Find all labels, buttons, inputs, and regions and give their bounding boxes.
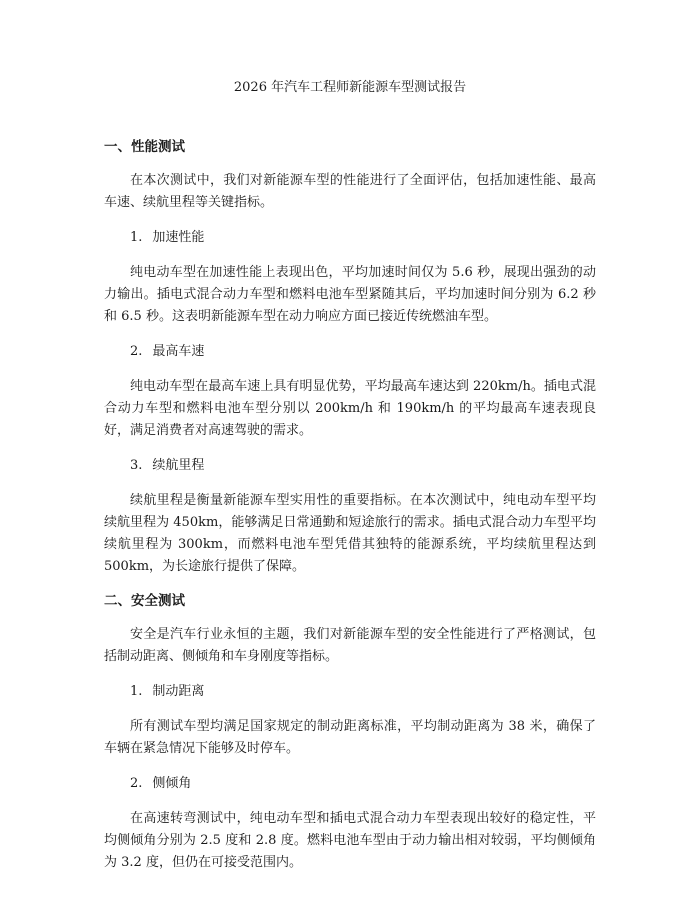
subsection-heading-braking	[104, 681, 596, 703]
subsection-heading-top-speed	[104, 341, 596, 363]
subsection-title: 制动距离	[152, 684, 205, 699]
subsection-heading-acceleration	[104, 227, 596, 249]
section-intro: 在本次测试中，我们对新能源车型的性能进行了全面评估，包括加速性能、最高车速、续航里程等关键指标。	[104, 173, 596, 210]
subsection-text: 所有测试车型均满足国家规定的制动距离标准，平均制动距离为 38 米，确保了车辆在紧急情况下能够及时停车。	[104, 719, 596, 756]
subsection-title: 加速性能	[152, 230, 205, 245]
subsection-text: 续航里程是衡量新能源车型实用性的重要指标。在本次测试中，纯电动车型平均续航里程为 450km，能够满足日常通勤和短途旅行的需求。插电式混合动力车型平均续航里程为 300km，而燃料电池车型凭借其独特的能源系统，平均续航里程达到 500km，为长途旅行提供了保障。	[104, 493, 596, 574]
section-performance	[104, 137, 596, 578]
section-heading: 一、性能测试	[104, 139, 185, 155]
subsection-title: 最高车速	[152, 344, 205, 359]
subsection-number: 1.	[130, 230, 143, 245]
subsection-text: 在高速转弯测试中，纯电动车型和插电式混合动力车型表现出较好的稳定性，平均侧倾角分别为 2.5 度和 2.8 度。燃料电池车型由于动力输出相对较弱，平均侧倾角为 3.2 度，但仍在可接受范围内。	[104, 811, 596, 870]
subsection-text: 纯电动车型在最高车速上具有明显优势，平均最高车速达到 220km/h。插电式混合动力车型和燃料电池车型分别以 200km/h 和 190km/h 的平均最高车速表现良好，满足消费者对高速驾驶的需求。	[104, 379, 596, 438]
subsection-number: 3.	[130, 458, 143, 473]
subsection-number: 2.	[130, 776, 143, 791]
subsection-title: 续航里程	[152, 458, 205, 473]
subsection-number: 2.	[130, 344, 143, 359]
section-safety	[104, 591, 596, 874]
document-title: 2026 年汽车工程师新能源车型测试报告	[233, 80, 467, 95]
section-intro: 安全是汽车行业永恒的主题，我们对新能源车型的安全性能进行了严格测试，包括制动距离、侧倾角和车身刚度等指标。	[104, 627, 596, 664]
subsection-number: 1.	[130, 684, 143, 699]
section-heading: 二、安全测试	[104, 593, 185, 609]
subsection-text: 纯电动车型在加速性能上表现出色，平均加速时间仅为 5.6 秒，展现出强劲的动力输出。插电式混合动力车型和燃料电池车型紧随其后，平均加速时间分别为 6.2 秒和 6.5 秒。这表明新能源车型在动力响应方面已接近传统燃油车型。	[104, 265, 596, 324]
subsection-heading-range	[104, 455, 596, 477]
subsection-heading-roll-angle	[104, 773, 596, 795]
subsection-title: 侧倾角	[152, 776, 192, 791]
